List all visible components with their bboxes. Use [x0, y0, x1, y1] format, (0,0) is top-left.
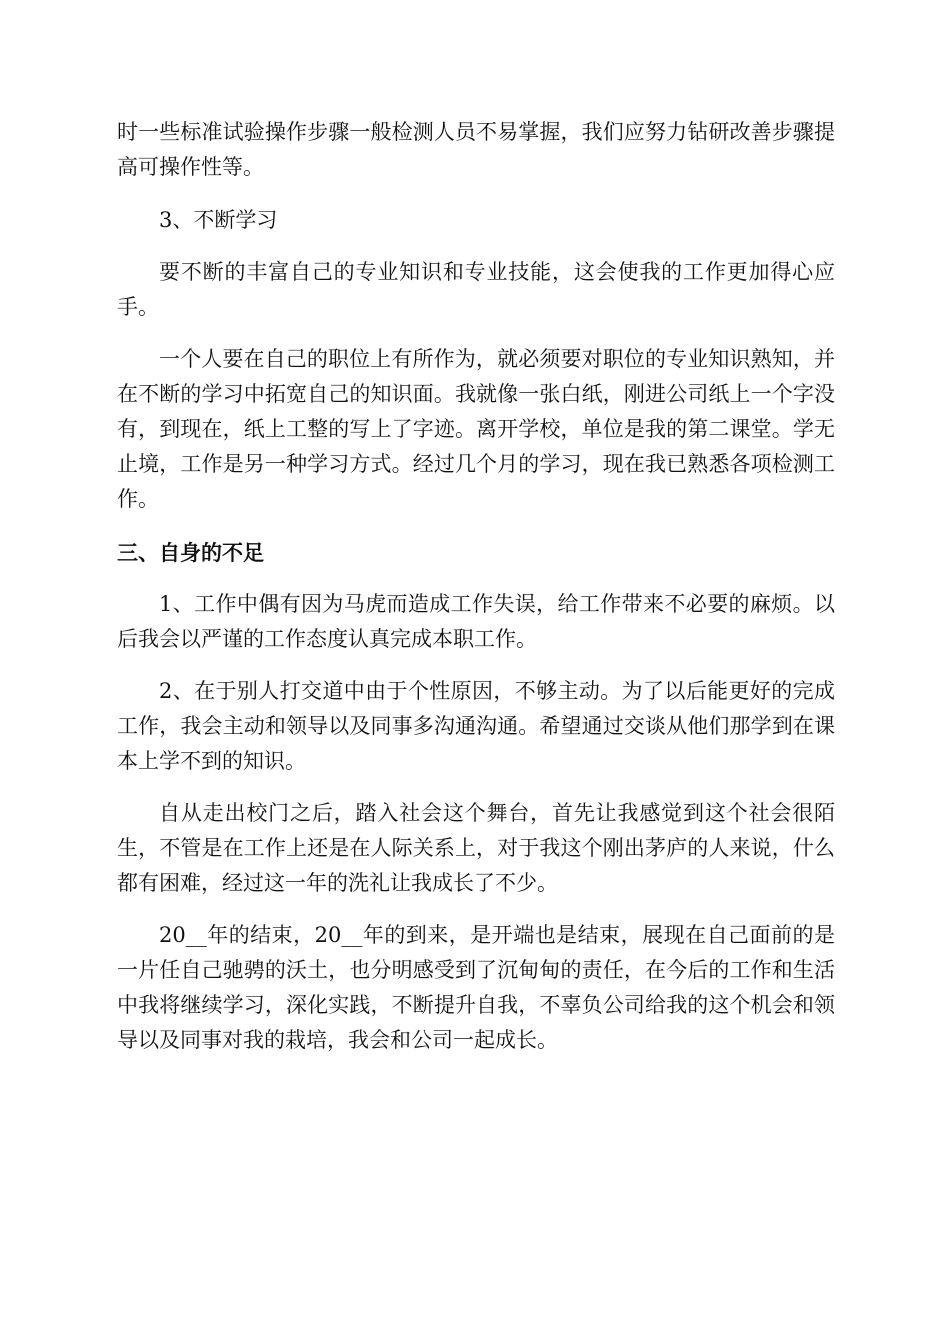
- document-page: [117, 115, 835, 1075]
- paragraph-job-knowledge: 一个人要在自己的职位上有所作为，就必须要对职位的专业知识熟知，并在不断的学习中拓宽自己的知识面。我就像一张白纸，刚进公司纸上一个字没有，到现在，纸上工整的写上了字迹。离开学校，单位是我的第二课堂。学无止境，工作是另一种学习方式。经过几个月的学习，现在我已熟悉各项检测工作。: [117, 347, 835, 511]
- paragraph-shortcoming-2: 2、在于别人打交道中由于个性原因，不够主动。为了以后能更好的完成工作，我会主动和领导以及同事多沟通沟通。希望通过交谈从他们那学到在课本上学不到的知识。: [117, 679, 835, 773]
- subheading-continuous-learning: 3、不断学习: [159, 208, 278, 232]
- paragraph-professional-skills: 要不断的丰富自己的专业知识和专业技能，这会使我的工作更加得心应手。: [117, 260, 835, 319]
- section-heading-shortcomings: 三、自身的不足: [117, 540, 264, 565]
- paragraph-shortcoming-1: 1、工作中偶有因为马虎而造成工作失误，给工作带来不必要的麻烦。以后我会以严谨的工作态度认真完成本职工作。: [117, 592, 835, 651]
- paragraph-continuation: 时一些标准试验操作步骤一般检测人员不易掌握，我们应努力钻研改善步骤提高可操作性等。: [117, 120, 835, 179]
- paragraph-entering-society: 自从走出校门之后，踏入社会这个舞台，首先让我感觉到这个社会很陌生，不管是在工作上还是在人际关系上，对于我这个刚出茅庐的人来说，什么都有困难，经过这一年的洗礼让我成长了不少。: [117, 801, 835, 895]
- paragraph-conclusion: 20__年的结束，20__年的到来，是开端也是结束，展现在自己面前的是一片任自己驰骋的沃土，也分明感受到了沉甸甸的责任，在今后的工作和生活中我将继续学习，深化实践，不断提升自我，不辜负公司给我的这个机会和领导以及同事对我的栽培，我会和公司一起成长。: [117, 923, 835, 1052]
